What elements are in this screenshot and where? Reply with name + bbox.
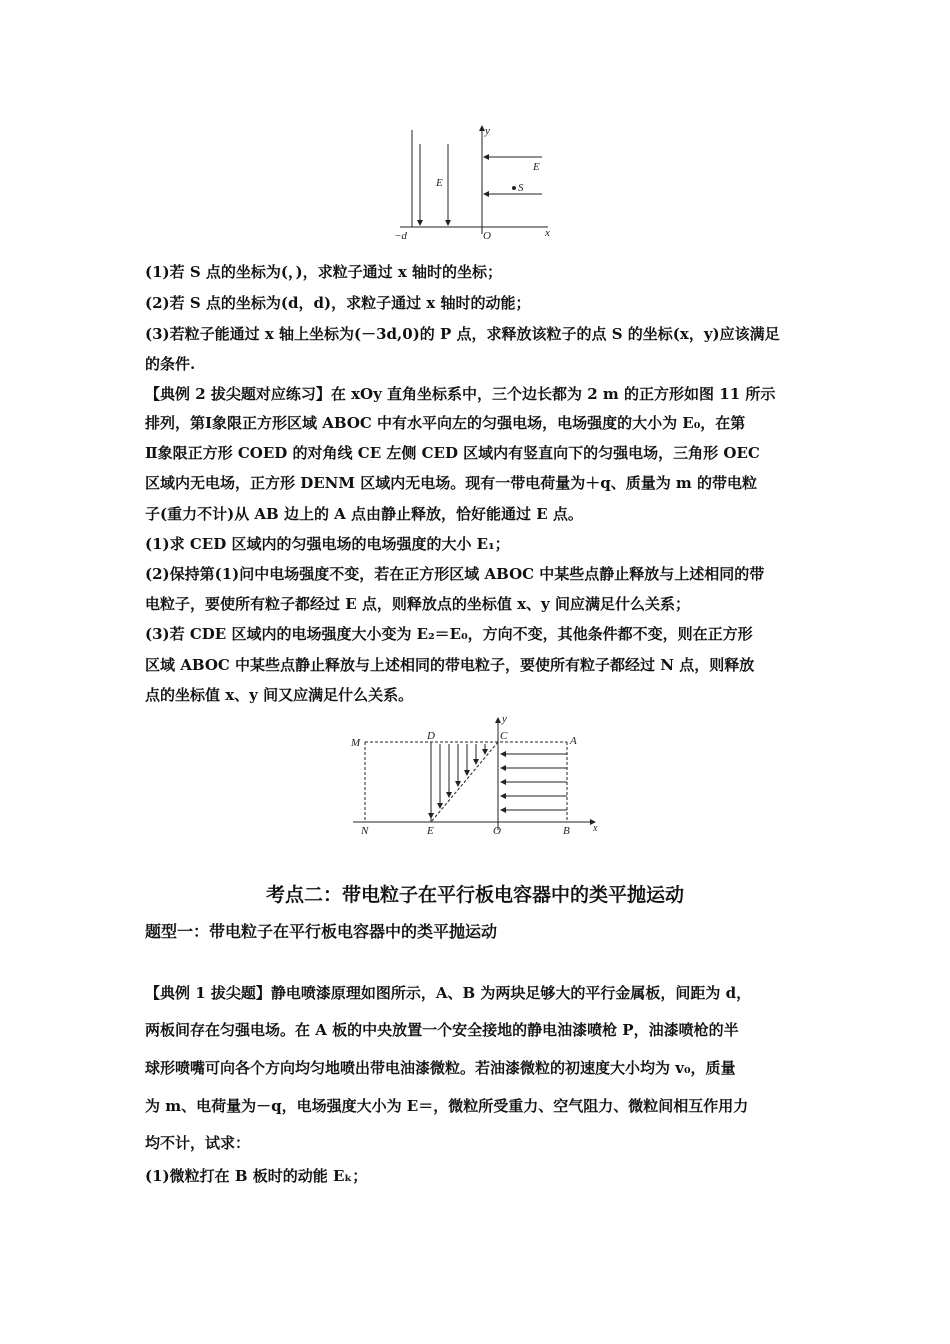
question-2: (2)若 S 点的坐标为(d，d)，求粒子通过 x 轴时的动能；: [145, 294, 531, 312]
question-3: (3)若粒子能通过 x 轴上坐标为(－3d,0)的 P 点，求释放该粒子的点 S 的坐标(x，y)应该满足: [145, 325, 780, 343]
label-c: C: [500, 730, 508, 742]
label-b: B: [563, 825, 570, 837]
ex3-line: 【典例 1 拔尖题】静电喷漆原理如图所示，A、B 为两块足够大的平行金属板，间距为 d，: [145, 984, 752, 1002]
ex2-line: (2)保持第(1)问中电场强度不变，若在正方形区域 ABOC 中某些点静止释放与上述相同的带: [145, 565, 765, 583]
section-subtitle: 题型一：带电粒子在平行板电容器中的类平抛运动: [145, 922, 498, 941]
label-d: D: [427, 730, 435, 742]
ex3-line: 均不计，试求：: [145, 1134, 251, 1152]
label-x: x: [545, 227, 550, 239]
section-title: 考点二：带电粒子在平行板电容器中的类平抛运动: [265, 884, 684, 906]
question-3-cont: 的条件.: [145, 355, 196, 373]
ex2-line: (3)若 CDE 区域内的电场强度大小变为 E₂＝E₀，方向不变，其他条件都不变，则在正方形: [145, 625, 753, 643]
label-m: M: [351, 737, 361, 749]
ex2-line: (1)求 CED 区域内的匀强电场的电场强度的大小 E₁；: [145, 535, 510, 553]
label-n: N: [361, 825, 369, 837]
figure-1: [390, 122, 560, 244]
ex2-line: 点的坐标值 x、y 间又应满足什么关系。: [145, 686, 414, 704]
ex2-line: 【典例 2 拔尖题对应练习】在 xOy 直角坐标系中，三个边长都为 2 m 的正方形如图 11 所示: [145, 385, 776, 403]
ex2-line: 电粒子，要使所有粒子都经过 E 点，则释放点的坐标值 x、y 间应满足什么关系；: [145, 595, 690, 613]
label-o: O: [483, 230, 491, 242]
label-a: A: [570, 735, 577, 747]
label-y: y: [502, 713, 507, 725]
ex3-line: 为 m、电荷量为－q，电场强度大小为 E＝，微粒所受重力、空气阻力、微粒间相互作用力: [145, 1097, 749, 1115]
label-y: y: [485, 125, 490, 137]
ex2-line: 子(重力不计)从 AB 边上的 A 点由静止释放，恰好能通过 E 点。: [145, 505, 583, 523]
ex3-line: 球形喷嘴可向各个方向均匀地喷出带电油漆微粒。若油漆微粒的初速度大小均为 v₀，质量: [145, 1059, 736, 1077]
ex2-line: Ⅱ象限正方形 COED 的对角线 CE 左侧 CED 区域内有竖直向下的匀强电场，三角形 OEC: [145, 444, 760, 462]
label-e: E: [427, 825, 434, 837]
label-x: x: [593, 823, 598, 834]
point-s: [512, 186, 516, 190]
label-s: S: [518, 182, 524, 194]
ex2-line: 区域 ABOC 中某些点静止释放与上述相同的带电粒子，要使所有粒子都经过 N 点，则释放: [145, 656, 755, 674]
ex3-line: 两板间存在匀强电场。在 A 板的中央放置一个安全接地的静电油漆喷枪 P，油漆喷枪的半: [145, 1021, 739, 1039]
label-e-right: E: [533, 161, 540, 173]
label-o: O: [493, 825, 501, 837]
figure-2: [345, 712, 605, 838]
label-e-left: E: [436, 177, 443, 189]
label-neg-d: −d: [394, 230, 407, 242]
ex2-line: 区域内无电场，正方形 DENM 区域内无电场。现有一带电荷量为＋q、质量为 m 的带电粒: [145, 474, 758, 492]
diagonal-ce: [431, 742, 498, 822]
ex2-line: 排列，第Ⅰ象限正方形区域 ABOC 中有水平向左的匀强电场，电场强度的大小为 E₀，在第: [145, 414, 746, 432]
question-1: (1)若 S 点的坐标为(，)，求粒子通过 x 轴时的坐标；: [145, 263, 502, 281]
ex3-line: (1)微粒打在 B 板时的动能 Eₖ；: [145, 1167, 368, 1185]
